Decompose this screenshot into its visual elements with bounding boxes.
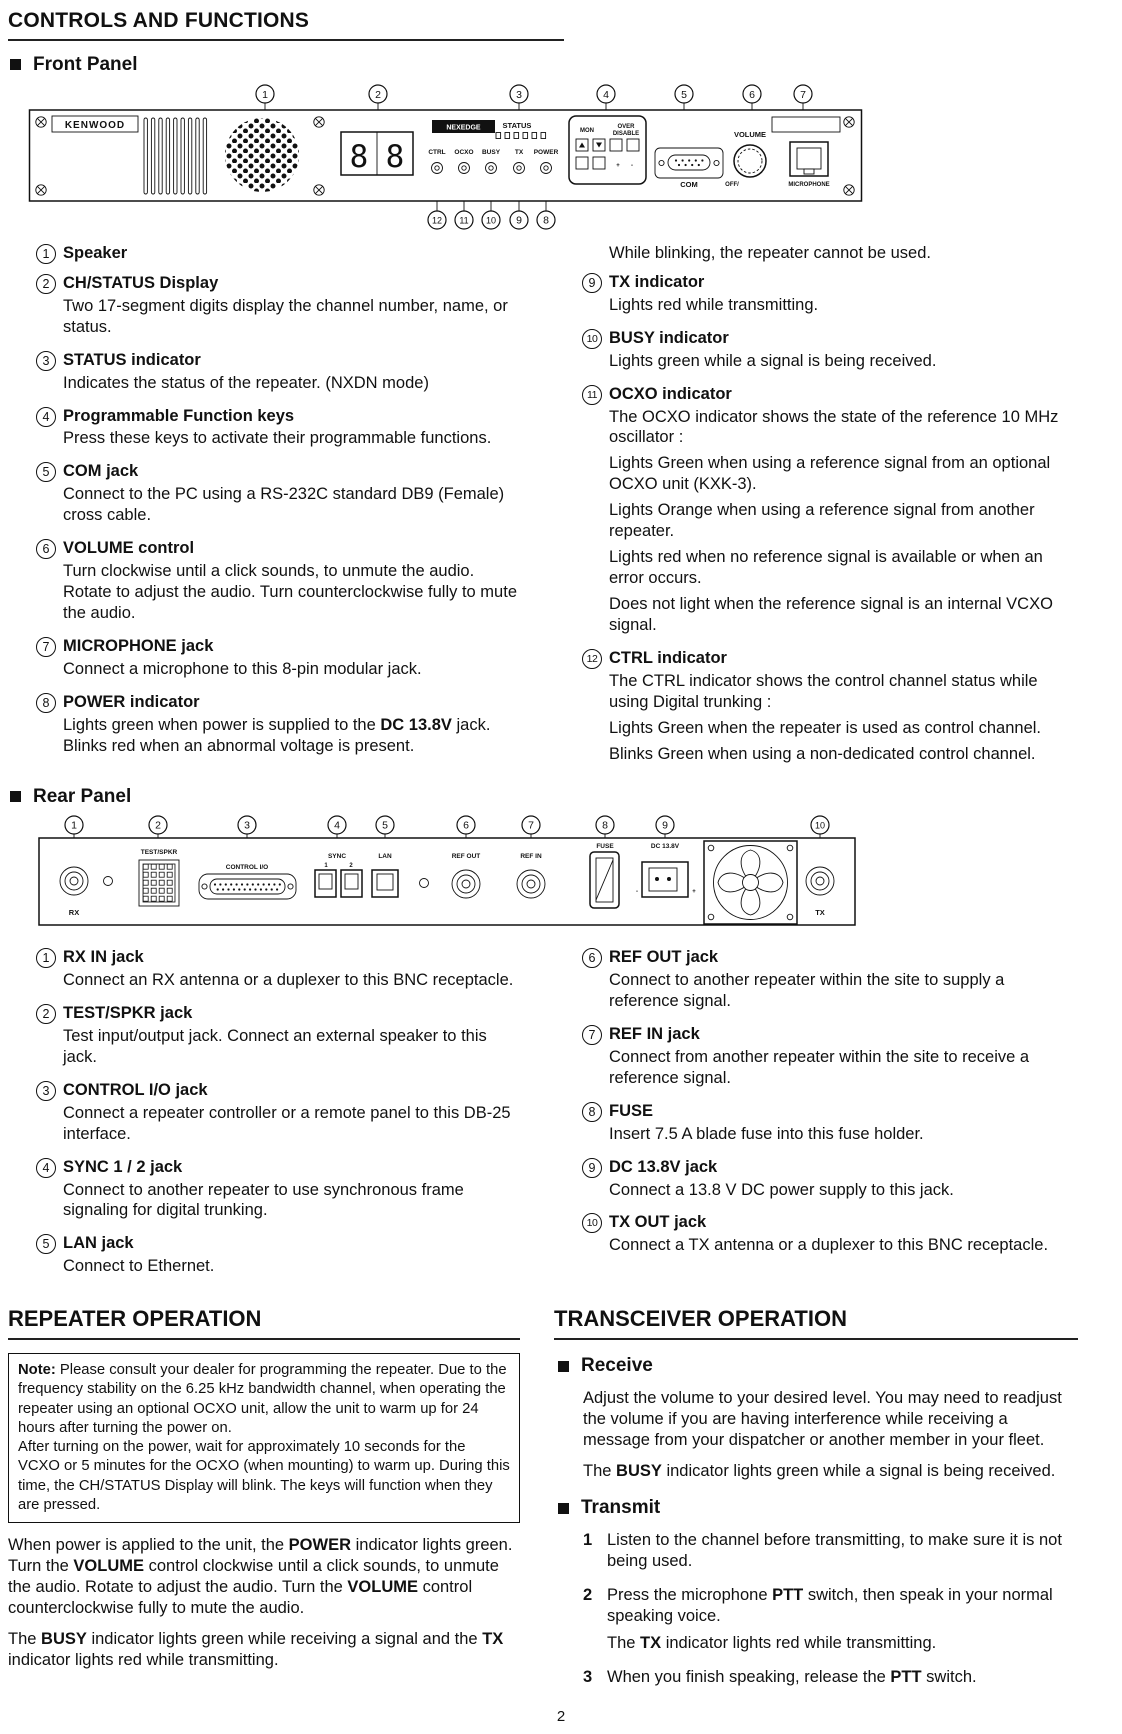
display-digit: 8 <box>385 138 405 175</box>
item-title: OCXO indicator <box>609 384 732 403</box>
body-paragraph: When power is applied to the unit, the POWER indicator lights green. Turn the VOLUME control clockwise until a click sounds, to unmute the audio. Rotate to adjust the audio. Turn the VOLUME control counterclockwise fully to mute the audio. <box>8 1536 513 1617</box>
item-text: Lights green while a signal is being received. <box>609 351 937 370</box>
callout-number: 1 <box>36 948 56 968</box>
item-text: Connect to Ethernet. <box>63 1257 215 1276</box>
list-item <box>36 461 520 531</box>
list-item <box>36 350 520 399</box>
power-led-label: POWER <box>533 148 559 156</box>
callout-6: 6 <box>463 819 469 832</box>
item-text: Two 17-segment digits display the channel number, name, or status. <box>63 296 508 336</box>
list-item <box>36 406 520 455</box>
list-item <box>582 1101 1078 1150</box>
item-title: VOLUME control <box>63 539 195 558</box>
item-title: BUSY indicator <box>609 328 729 347</box>
item-title: FUSE <box>609 1101 654 1120</box>
callout-6: 6 <box>749 88 755 101</box>
item-text: Blinks Green when using a non-dedicated control channel. <box>609 744 1036 763</box>
item-title: RX IN jack <box>63 947 144 966</box>
rear-items-right <box>554 947 1078 1289</box>
item-text: Indicates the status of the repeater. (NXDN mode) <box>63 373 429 392</box>
note-text: Note: Please consult your dealer for programming the repeater. Due to the frequency stability on the 6.25 kHz bandwidth channel, when operating the repeater using an optional OCXO unit, allow the unit to warm up for 24 hours after turning the power on. <box>18 1362 507 1436</box>
callout-7: 7 <box>528 819 534 832</box>
test-spkr-label: TEST/SPKR <box>140 848 178 856</box>
model-label-area <box>772 117 840 132</box>
step-text: The TX indicator lights red while transmitting. <box>607 1634 937 1653</box>
list-item <box>582 384 1078 641</box>
item-text: Connect a microphone to this 8-pin modular jack. <box>63 660 422 679</box>
mounting-hole <box>104 876 113 885</box>
transceiver-operation-heading: TRANSCEIVER OPERATION <box>554 1305 1078 1340</box>
numbered-step <box>583 1530 1078 1578</box>
control-io-label: CONTROL I/O <box>225 863 269 871</box>
repeater-operation-section <box>8 1305 520 1704</box>
square-bullet-icon <box>10 59 21 70</box>
busy-led-label: BUSY <box>481 148 501 156</box>
step-number: 2 <box>583 1586 593 1605</box>
dc-label: DC 13.8V <box>650 842 680 850</box>
step-number: 1 <box>583 1531 593 1550</box>
callout-number: 12 <box>582 649 602 669</box>
front-panel-drawing <box>28 83 868 233</box>
list-item <box>36 692 520 762</box>
callout-number: 6 <box>582 948 602 968</box>
item-text: Connect a repeater controller or a remote panel to this DB-25 interface. <box>63 1103 511 1143</box>
kenwood-logo <box>52 116 138 132</box>
list-item <box>36 947 520 996</box>
nexedge-label: NEXEDGE <box>446 124 481 132</box>
disable-key-label: DISABLE <box>612 130 640 137</box>
plus-mark: + <box>692 888 696 895</box>
fuse-holder <box>590 843 619 908</box>
callout-8: 8 <box>543 214 549 227</box>
item-text: The CTRL indicator shows the control channel status while using Digital trunking : <box>609 671 1038 711</box>
item-text: Connect to the PC using a RS-232C standard DB9 (Female) cross cable. <box>63 485 505 525</box>
front-items-right <box>554 243 1078 777</box>
square-bullet-icon <box>10 791 21 802</box>
callout-9: 9 <box>516 214 522 227</box>
list-item <box>582 328 1078 377</box>
callout-2: 2 <box>155 819 161 832</box>
callout-number: 4 <box>36 407 56 427</box>
ref-in-label: REF IN <box>520 852 542 860</box>
mon-key-label: MON <box>580 127 594 134</box>
callout-number: 2 <box>36 274 56 294</box>
repeater-operation-heading: REPEATER OPERATION <box>8 1305 520 1340</box>
callout-number: 9 <box>582 1158 602 1178</box>
item-text: Lights Orange when using a reference signal from another repeater. <box>609 501 1035 541</box>
minus-mark: - <box>631 162 633 169</box>
over-key-label: OVER <box>617 123 635 130</box>
item-title: CONTROL I/O jack <box>63 1080 208 1099</box>
item-title: COM jack <box>63 462 139 481</box>
off-label: OFF/ <box>725 181 739 188</box>
display-digit: 8 <box>349 138 369 175</box>
rx-label: RX <box>68 907 80 917</box>
cooling-fan <box>704 841 797 924</box>
callout-4: 4 <box>334 819 340 832</box>
item-text: Lights red while transmitting. <box>609 295 819 314</box>
item-text: Connect from another repeater within the site to receive a reference signal. <box>609 1047 1030 1087</box>
callout-10: 10 <box>814 820 826 831</box>
callout-number: 10 <box>582 1213 602 1233</box>
front-callouts-top <box>256 85 812 110</box>
item-title: Speaker <box>63 243 128 262</box>
callout-number: 3 <box>36 351 56 371</box>
callout-number: 8 <box>36 693 56 713</box>
continuation-text: While blinking, the repeater cannot be used. <box>609 243 931 262</box>
status-label: STATUS <box>502 120 532 130</box>
rear-panel-diagram <box>8 815 1096 937</box>
item-title: CH/STATUS Display <box>63 273 219 292</box>
list-item <box>36 1233 520 1282</box>
com-label: COM <box>680 179 698 189</box>
fuse-label: FUSE <box>596 842 614 850</box>
list-item <box>36 243 520 266</box>
step-text: Listen to the channel before transmitting, to make sure it is not being used. <box>607 1531 1062 1571</box>
item-title: TX indicator <box>609 272 705 291</box>
ctrl-led-label: CTRL <box>428 148 446 156</box>
item-title: TEST/SPKR jack <box>63 1003 193 1022</box>
rear-panel-heading-label: Rear Panel <box>33 785 132 807</box>
callout-10: 10 <box>485 215 497 226</box>
item-text: Connect to another repeater within the site to supply a reference signal. <box>609 970 1005 1010</box>
receive-heading <box>558 1354 1078 1378</box>
square-bullet-icon <box>558 1361 569 1372</box>
receive-subsection <box>554 1354 1078 1482</box>
callout-4: 4 <box>603 88 609 101</box>
vent-slots <box>144 118 207 194</box>
rear-items-left <box>8 947 520 1289</box>
list-item <box>582 1157 1078 1206</box>
item-title: REF OUT jack <box>609 947 719 966</box>
body-paragraph: The BUSY indicator lights green while a signal is being received. <box>583 1462 1056 1481</box>
item-title: Programmable Function keys <box>63 406 295 425</box>
item-text: Connect an RX antenna or a duplexer to this BNC receptacle. <box>63 970 514 989</box>
callout-2: 2 <box>375 88 381 101</box>
step-text: Press the microphone PTT switch, then speak in your normal speaking voice. <box>607 1586 1053 1626</box>
list-item <box>36 1157 520 1227</box>
callout-number: 6 <box>36 539 56 559</box>
callout-3: 3 <box>516 88 522 101</box>
item-title: SYNC 1 / 2 jack <box>63 1157 183 1176</box>
callout-8: 8 <box>602 819 608 832</box>
front-panel-heading-label: Front Panel <box>33 53 138 75</box>
callout-number: 2 <box>36 1004 56 1024</box>
square-bullet-icon <box>558 1503 569 1514</box>
item-title: POWER indicator <box>63 692 200 711</box>
list-item <box>36 636 520 685</box>
ocxo-led-label: OCXO <box>454 148 474 156</box>
sync-label: SYNC <box>327 852 347 860</box>
tx-label: TX <box>815 907 825 917</box>
callout-number: 4 <box>36 1158 56 1178</box>
item-text: Lights Green when using a reference signal from an optional OCXO unit (KXK-3). <box>609 454 1051 494</box>
lan-label: LAN <box>378 852 392 860</box>
note-box <box>8 1353 520 1523</box>
item-text: Lights green when power is supplied to the DC 13.8V jack. Blinks red when an abnormal voltage is present. <box>63 715 491 755</box>
page-title: CONTROLS AND FUNCTIONS <box>8 8 564 41</box>
microphone-jack <box>788 142 829 188</box>
item-text: Connect a TX antenna or a duplexer to this BNC receptacle. <box>609 1236 1049 1255</box>
ref-in-bnc <box>517 853 545 898</box>
front-panel-diagram <box>8 83 1096 233</box>
item-text: Lights Green when the repeater is used as control channel. <box>609 718 1042 737</box>
step-number: 3 <box>583 1668 593 1687</box>
callout-5: 5 <box>681 88 687 101</box>
list-item <box>36 1080 520 1150</box>
callout-number: 9 <box>582 273 602 293</box>
channel-status-display <box>341 132 413 175</box>
item-text: Lights red when no reference signal is available or when an error occurs. <box>609 548 1043 588</box>
callout-number: 10 <box>582 329 602 349</box>
transmit-subsection <box>554 1496 1078 1694</box>
speaker-grille <box>225 118 299 192</box>
step-text: When you finish speaking, release the PTT switch. <box>607 1668 977 1687</box>
front-items-left <box>8 243 520 777</box>
item-text: The OCXO indicator shows the state of the reference 10 MHz oscillator : <box>609 407 1059 447</box>
rear-callouts <box>65 816 829 838</box>
rear-panel-section <box>8 785 1096 1290</box>
list-item <box>582 272 1078 321</box>
callout-number: 7 <box>582 1025 602 1045</box>
list-item <box>582 1024 1078 1094</box>
callout-7: 7 <box>800 88 806 101</box>
item-text: Connect to another repeater to use synchronous frame signaling for digital trunking. <box>63 1180 464 1220</box>
plus-mark: + <box>616 162 620 169</box>
callout-1: 1 <box>71 819 77 832</box>
callout-9: 9 <box>662 819 668 832</box>
microphone-label: MICROPHONE <box>788 181 830 188</box>
nexedge-badge <box>432 120 495 133</box>
body-paragraph: Adjust the volume to your desired level. You may need to readjust the volume if you are having interference while receiving a message from your dispatcher or another member in your fleet. <box>583 1389 1062 1450</box>
item-title: MICROPHONE jack <box>63 637 214 656</box>
item-text: Does not light when the reference signal is an internal VCXO signal. <box>609 595 1053 635</box>
list-item <box>582 648 1078 770</box>
callout-number: 5 <box>36 1234 56 1254</box>
body-paragraph: The BUSY indicator lights green while receiving a signal and the TX indicator lights red while transmitting. <box>8 1629 504 1669</box>
callout-5: 5 <box>382 819 388 832</box>
callout-11: 11 <box>459 215 469 226</box>
brand-label: KENWOOD <box>64 119 126 131</box>
rear-panel-drawing <box>38 815 858 937</box>
sync2-label: 2 <box>349 862 353 869</box>
item-title: DC 13.8V jack <box>609 1157 718 1176</box>
sync1-label: 1 <box>324 862 328 869</box>
callout-number: 8 <box>582 1102 602 1122</box>
callout-3: 3 <box>244 819 250 832</box>
front-panel-heading <box>10 53 1096 77</box>
numbered-step <box>583 1667 1078 1694</box>
list-item <box>582 947 1078 1017</box>
item-text: Test input/output jack. Connect an external speaker to this jack. <box>63 1026 487 1066</box>
transmit-heading-label: Transmit <box>581 1497 661 1519</box>
item-title: STATUS indicator <box>63 350 201 369</box>
callout-number: 1 <box>36 244 56 264</box>
mounting-hole <box>420 878 429 887</box>
item-title: TX OUT jack <box>609 1213 707 1232</box>
item-title: CTRL indicator <box>609 649 727 668</box>
list-item <box>36 273 520 343</box>
item-title: REF IN jack <box>609 1024 700 1043</box>
minus-mark: - <box>636 888 638 895</box>
item-text: Press these keys to activate their programmable functions. <box>63 429 492 448</box>
item-text: Connect a 13.8 V DC power supply to this jack. <box>609 1180 954 1199</box>
ref-out-label: REF OUT <box>451 852 481 860</box>
tx-led-label: TX <box>514 148 524 156</box>
item-title: LAN jack <box>63 1234 134 1253</box>
callout-number: 5 <box>36 462 56 482</box>
rear-panel-heading <box>10 785 1096 809</box>
front-callouts-bottom <box>428 201 555 229</box>
item-text: Turn clockwise until a click sounds, to unmute the audio. Rotate to adjust the audio. Turn counterclockwise fully to mute the audio. <box>63 562 517 623</box>
transmit-heading <box>558 1496 1078 1520</box>
callout-number: 11 <box>582 385 602 405</box>
volume-label: VOLUME <box>733 129 767 139</box>
front-panel-section <box>8 53 1096 777</box>
list-item <box>582 1212 1078 1261</box>
callout-number: 7 <box>36 637 56 657</box>
list-item <box>36 1003 520 1073</box>
callout-1: 1 <box>262 88 268 101</box>
function-keys-block <box>569 116 646 184</box>
receive-heading-label: Receive <box>581 1355 653 1377</box>
note-text: After turning on the power, wait for approximately 10 seconds for the VCXO or 5 minutes for the OCXO (when mounting) to warm up. During this time, the CH/STATUS Display will blink. The keys will function when they are pressed. <box>18 1439 510 1513</box>
transceiver-operation-section <box>554 1305 1078 1704</box>
ref-out-bnc <box>452 853 481 898</box>
item-text: Insert 7.5 A blade fuse into this fuse holder. <box>609 1124 924 1143</box>
callout-12: 12 <box>431 215 443 226</box>
list-item <box>36 538 520 629</box>
page-number: 2 <box>556 1707 566 1725</box>
callout-number: 3 <box>36 1081 56 1101</box>
